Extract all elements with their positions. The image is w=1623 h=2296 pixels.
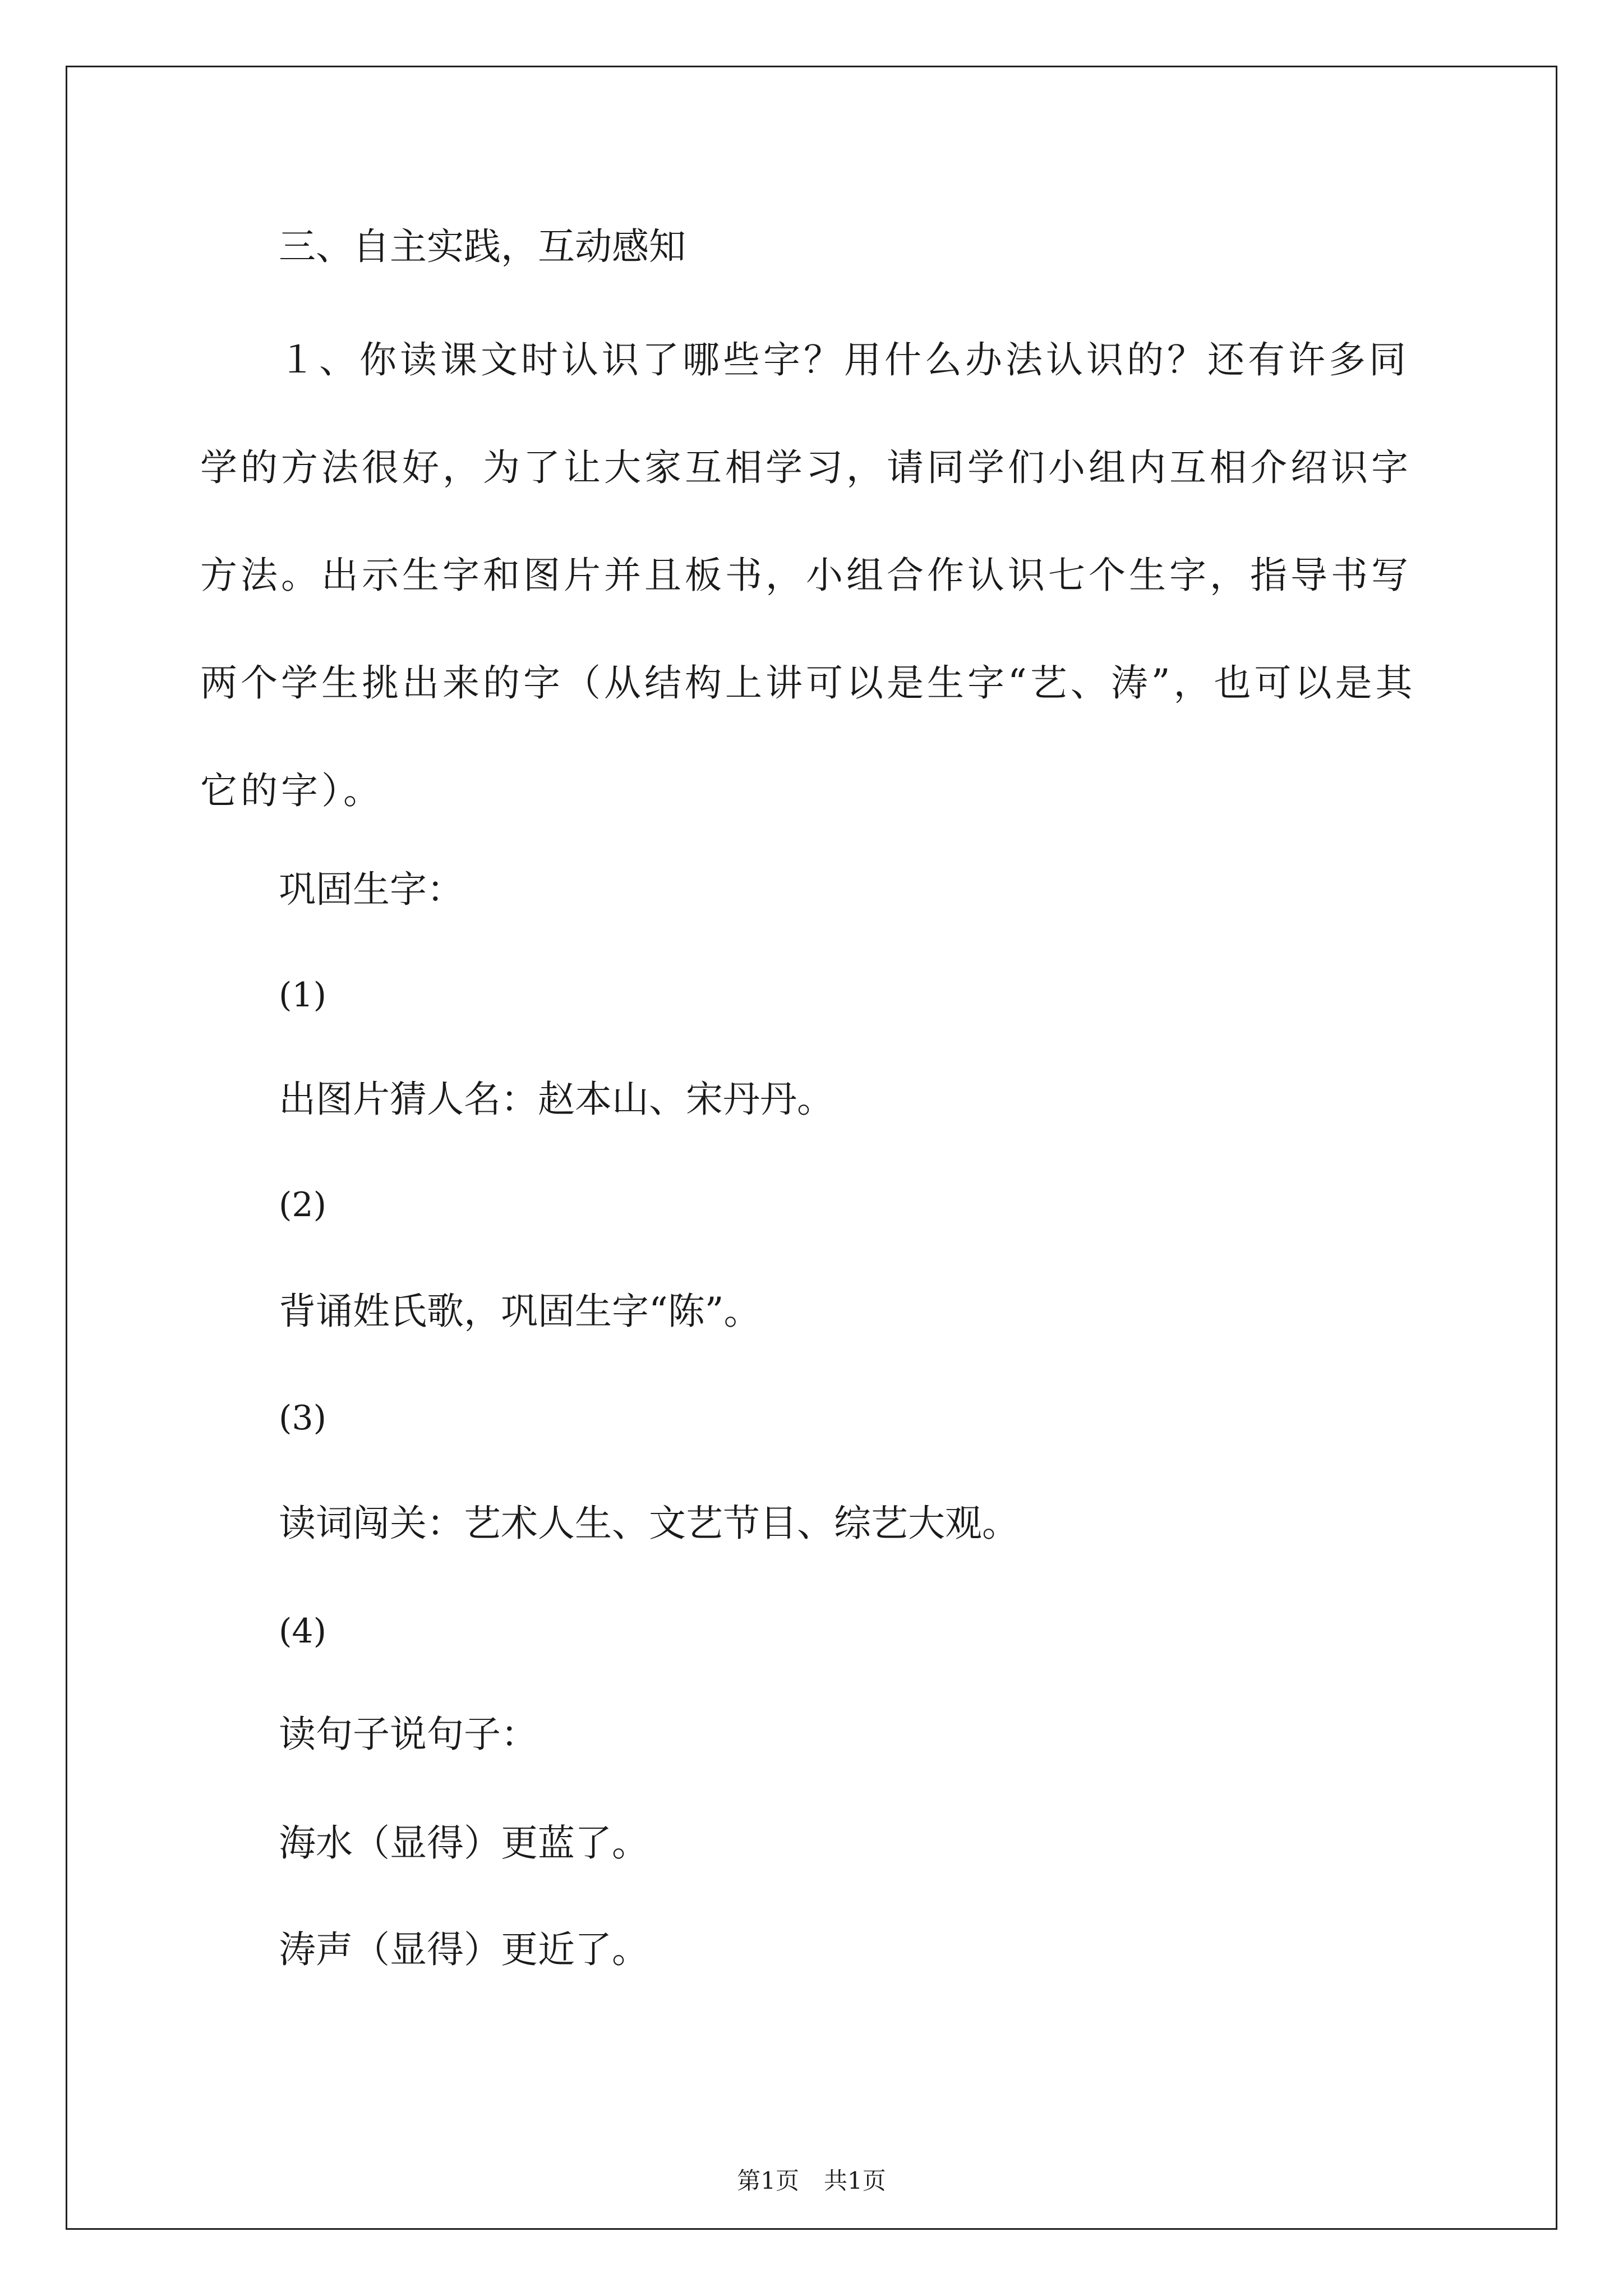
paragraph-1-line-3: 方法。出示生字和图片并且板书，小组合作认识七个生字，指导书写	[200, 554, 1412, 597]
item-text-4: 读句子说句子：	[279, 1713, 538, 1756]
item-number-3: (3)	[279, 1398, 326, 1438]
item-number-1: (1)	[279, 976, 326, 1015]
paragraph-1-line-1: １、你读课文时认识了哪些字？用什么办法认识的？还有许多同	[279, 338, 1409, 381]
sentence-1: 海水（显得）更蓝了。	[279, 1821, 649, 1865]
sentence-2: 涛声（显得）更近了。	[279, 1928, 649, 1971]
paragraph-1	[200, 333, 1424, 872]
item-text-2: 背诵姓氏歌，巩固生字“陈”。	[279, 1290, 761, 1333]
page-number-total: 共1页	[824, 2167, 886, 2194]
paragraph-1-line-2: 学的方法很好，为了让大家互相学习，请同学们小组内互相介绍识字	[200, 446, 1412, 489]
item-number-2: (2)	[279, 1185, 326, 1225]
item-number-4: (4)	[279, 1612, 326, 1651]
subheading-consolidate: 巩固生字：	[279, 868, 464, 911]
page-footer	[0, 2164, 1623, 2198]
section-heading: 三、自主实践，互动感知	[279, 225, 686, 268]
page-number-current: 第1页	[737, 2167, 799, 2194]
item-text-1: 出图片猜人名：赵本山、宋丹丹。	[279, 1078, 834, 1121]
paragraph-1-line-5: 它的字）。	[200, 769, 384, 812]
paragraph-1-line-4: 两个学生挑出来的字（从结构上讲可以是生字“艺、涛”，也可以是其	[200, 661, 1416, 705]
item-text-3: 读词闯关：艺术人生、文艺节目、综艺大观。	[279, 1502, 1019, 1545]
